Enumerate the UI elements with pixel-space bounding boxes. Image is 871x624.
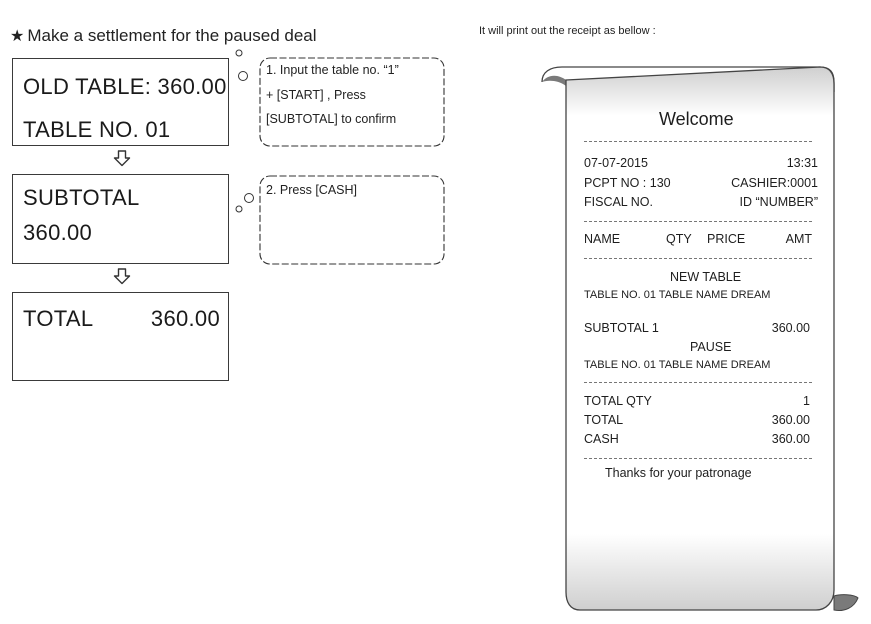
receipt-divider <box>584 382 812 383</box>
receipt-col-price: PRICE <box>707 232 746 246</box>
receipt-col-name: NAME <box>584 232 621 246</box>
display-line-total-value: 360.00 <box>150 306 220 331</box>
receipt-fiscal-id: ID “NUMBER” <box>739 195 818 209</box>
display-line-old-table: OLD TABLE: 360.00 <box>23 74 227 99</box>
instruction-line: [SUBTOTAL] to confirm <box>266 112 397 126</box>
receipt-table-info: TABLE NO. 01 TABLE NAME DREAM <box>584 289 771 301</box>
section-title <box>10 26 317 46</box>
receipt-divider <box>584 458 812 459</box>
receipt-total-label: TOTAL <box>584 413 624 427</box>
receipt-total-value: 360.00 <box>771 413 810 427</box>
receipt-welcome: Welcome <box>659 109 734 129</box>
display-step-2 <box>12 174 229 264</box>
instruction-line: + [START] , Press <box>266 88 366 102</box>
display-line-table-no: TABLE NO. 01 <box>23 117 171 142</box>
instruction-line: 2. Press [CASH] <box>266 183 357 197</box>
receipt-new-table: NEW TABLE <box>670 270 742 284</box>
display-line-subtotal-value: 360.00 <box>23 220 93 245</box>
receipt-col-amt: AMT <box>785 232 812 246</box>
star-icon: ★ <box>10 28 25 45</box>
receipt-table-info: TABLE NO. 01 TABLE NAME DREAM <box>584 359 771 371</box>
receipt-fiscal: FISCAL NO. <box>584 195 653 209</box>
receipt-pause: PAUSE <box>690 340 732 354</box>
receipt-subtotal-label: SUBTOTAL 1 <box>584 321 659 335</box>
receipt-intro-text: It will print out the receipt as bellow : <box>479 25 656 37</box>
receipt-date: 07-07-2015 <box>584 156 648 170</box>
receipt-divider <box>584 258 812 259</box>
receipt-paper <box>540 62 860 616</box>
receipt-col-qty: QTY <box>666 232 692 246</box>
receipt-thanks: Thanks for your patronage <box>605 466 752 480</box>
instruction-line: 1. Input the table no. “1” <box>266 63 399 77</box>
receipt-divider <box>584 141 812 142</box>
instruction-bubble-2 <box>232 170 448 268</box>
receipt-subtotal-value: 360.00 <box>771 321 810 335</box>
display-step-3 <box>12 292 229 381</box>
receipt-cash-value: 360.00 <box>771 432 810 446</box>
down-arrow-icon <box>113 268 131 285</box>
instruction-bubble-1 <box>232 48 448 152</box>
section-title-text: Make a settlement for the paused deal <box>27 26 317 45</box>
receipt-cash-label: CASH <box>584 432 619 446</box>
receipt-cashier: CASHIER:0001 <box>731 176 818 190</box>
receipt-total-qty-label: TOTAL QTY <box>584 394 652 408</box>
receipt-divider <box>584 221 812 222</box>
down-arrow-icon <box>113 150 131 167</box>
display-line-subtotal: SUBTOTAL <box>23 185 140 210</box>
receipt-time: 13:31 <box>786 156 818 170</box>
receipt-pcpt: PCPT NO : 130 <box>584 176 671 190</box>
display-step-1 <box>12 58 229 146</box>
display-line-total-label: TOTAL <box>23 306 94 331</box>
receipt-total-qty-value: 1 <box>803 394 810 408</box>
